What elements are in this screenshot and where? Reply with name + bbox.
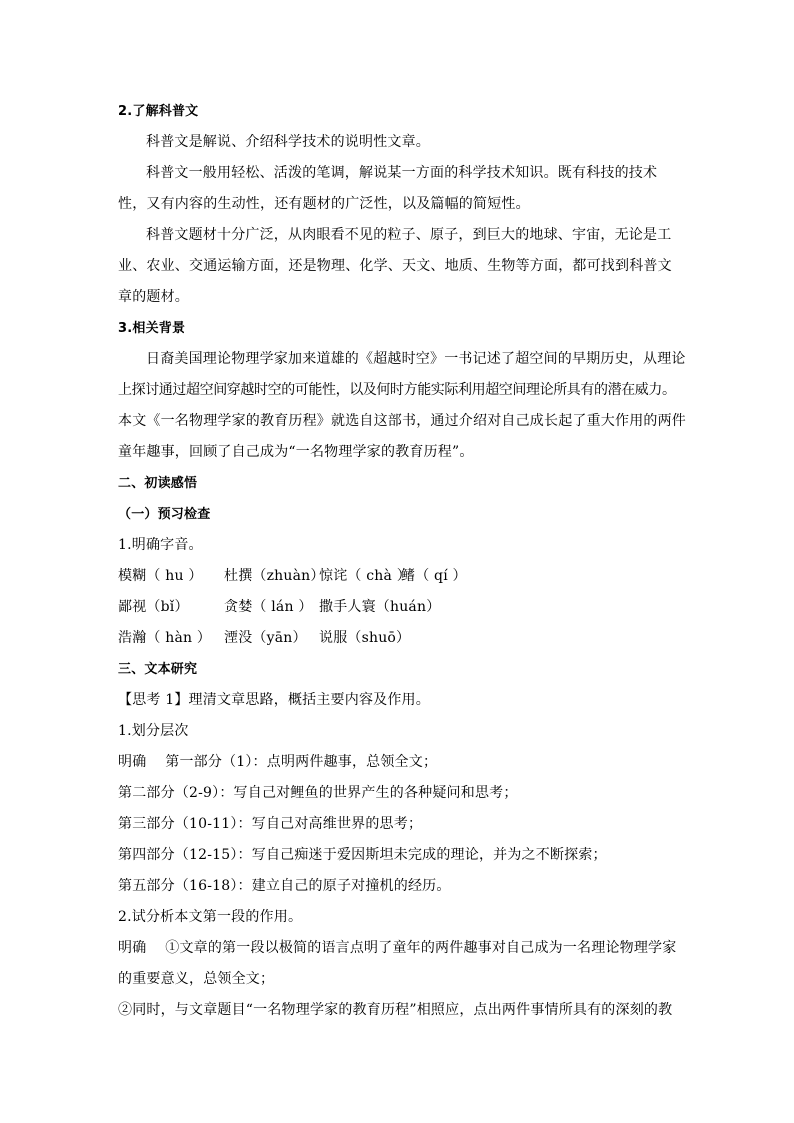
- pronunciation-item: 惊诧（ chà ）: [319, 568, 411, 584]
- pronunciation-row: [118, 592, 678, 623]
- paragraph-line: 童年趣事，回顾了自己成为“一名物理学家的教育历程”。: [118, 444, 474, 460]
- paragraph-line: 章的题材。: [118, 289, 189, 305]
- section-heading-popular-science: 2.了解科普文: [118, 104, 199, 119]
- paragraph-line: 科普文是解说、介绍科学技术的说明性文章。: [146, 134, 430, 150]
- part-heading-first-reading: 二、初读感悟: [118, 476, 198, 491]
- list-item: 2.试分析本文第一段的作用。: [118, 909, 303, 925]
- structure-level: 第五部分（16-18）：建立自己的原子对撞机的经历。: [118, 878, 451, 894]
- paragraph-line: 业、农业、交通运输方面，还是物理、化学、天文、地质、生物等方面，都可找到科普文: [118, 258, 672, 274]
- paragraph-line: 科普文一般用轻松、活泼的笔调，解说某一方面的科学技术知识。既有科技的技术: [146, 165, 658, 181]
- pronunciation-item: 鳍（ qí ）: [401, 568, 467, 584]
- pronunciation-item: 鄙视（bǐ）: [118, 599, 189, 615]
- document-page: [118, 96, 686, 1026]
- paragraph-line: 科普文题材十分广泛，从肉眼看不见的粒子、原子，到巨大的地球、宇宙，无论是工: [146, 227, 672, 243]
- pronunciation-item: 模糊（ hu ）: [118, 568, 203, 584]
- structure-level: 明确 第一部分（1）：点明两件趣事，总领全文；: [118, 754, 438, 770]
- answer-line: 明确 ①文章的第一段以极简的语言点明了童年的两件趣事对自己成为一名理论物理学家: [118, 940, 677, 956]
- pronunciation-row: [118, 623, 678, 654]
- pronunciation-item: 撒手人寰（huán）: [319, 599, 441, 615]
- pronunciation-item: 说服（shuō）: [319, 630, 411, 646]
- pronunciation-item: 湮没（yān）: [224, 630, 307, 646]
- answer-line: 的重要意义，总领全文；: [118, 971, 275, 987]
- list-item: 1.划分层次: [118, 723, 189, 739]
- paragraph-line: 日裔美国理论物理学家加来道雄的《超越时空》一书记述了超空间的早期历史，从理论: [146, 351, 686, 367]
- structure-level: 第二部分（2-9）：写自己对鲤鱼的世界产生的各种疑问和思考；: [118, 785, 518, 801]
- structure-level: 第四部分（12-15）：写自己痴迷于爱因斯坦未完成的理论，并为之不断探索；: [118, 847, 607, 863]
- answer-line: ②同时，与文章题目“一名物理学家的教育历程”相照应，点出两件事情所具有的深刻的教: [118, 1002, 673, 1018]
- list-item: 1.明确字音。: [118, 537, 203, 553]
- part-heading-text-study: 三、文本研究: [118, 662, 198, 677]
- pronunciation-item: 贪婪（ lán ）: [224, 599, 313, 615]
- section-heading-background: 3.相关背景: [118, 321, 186, 336]
- pronunciation-row: [118, 561, 678, 592]
- paragraph-line: 上探讨通过超空间穿越时空的可能性，以及何时方能实际利用超空间理论所具有的潜在威力。: [118, 382, 676, 398]
- pronunciation-item: 杜撰（zhuàn）: [224, 568, 325, 584]
- think-prompt: 【思考 1】理清文章思路，概括主要内容及作用。: [118, 692, 430, 708]
- paragraph-line: 本文《一名物理学家的教育历程》就选自这部书，通过介绍对自己成长起了重大作用的两件: [118, 413, 686, 429]
- structure-level: 第三部分（10-11）：写自己对高维世界的思考；: [118, 816, 423, 832]
- sub-heading-preview-check: （一）预习检查: [118, 507, 211, 522]
- pronunciation-item: 浩瀚（ hàn ）: [118, 630, 212, 646]
- paragraph-line: 性，又有内容的生动性，还有题材的广泛性，以及篇幅的简短性。: [118, 196, 530, 212]
